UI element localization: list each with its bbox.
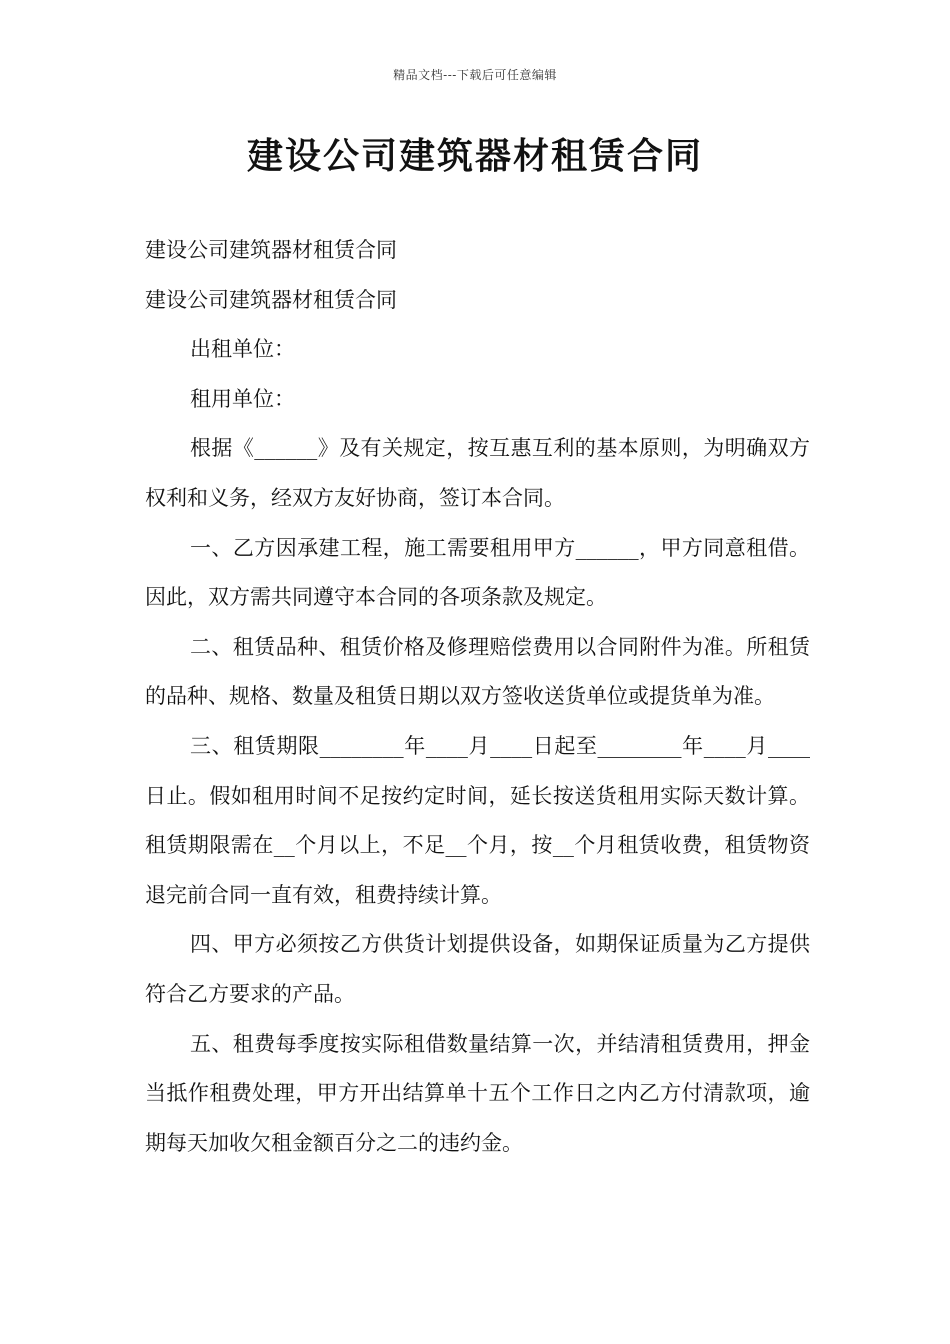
- paragraph-lessor: 出租单位：: [190, 337, 295, 362]
- header-note: 精品文档---下载后可任意编辑: [393, 68, 557, 82]
- paragraph-clause-3: 三、租赁期限________年____月____日起至________年____月____日止。假如租用时间不足按约定时间，延长按送货租用实际天数计算。租赁期限需在__个月以上，不足__个月，按__个月租赁收费，租赁物资退完前合同一直有效，租费持续计算。: [145, 733, 810, 907]
- paragraph-preamble: 根据《______》及有关规定，按互惠互利的基本原则，为明确双方权利和义务，经双方友好协商，签订本合同。: [145, 436, 810, 510]
- paragraph-clause-2: 二、租赁品种、租赁价格及修理赔偿费用以合同附件为准。所租赁的品种、规格、数量及租赁日期以双方签收送货单位或提货单为准。: [145, 634, 810, 709]
- document-body: [145, 226, 810, 1168]
- paragraph-subtitle-2: 建设公司建筑器材租赁合同: [145, 287, 397, 312]
- paragraph-subtitle-1: 建设公司建筑器材租赁合同: [145, 238, 397, 262]
- document-title: 建设公司建筑器材租赁合同: [246, 135, 703, 177]
- paragraph-clause-4: 四、甲方必须按乙方供货计划提供设备，如期保证质量为乙方提供符合乙方要求的产品。: [145, 932, 810, 1006]
- paragraph-clause-1: 一、乙方因承建工程，施工需要租用甲方______，甲方同意租借。因此，双方需共同遵守本合同的各项条款及规定。: [145, 535, 810, 610]
- paragraph-lessee: 租用单位：: [190, 386, 295, 411]
- paragraph-clause-5: 五、租费每季度按实际租借数量结算一次，并结清租赁费用，押金当抵作租费处理，甲方开出结算单十五个工作日之内乙方付清款项，逾期每天加收欠租金额百分之二的违约金。: [145, 1031, 810, 1155]
